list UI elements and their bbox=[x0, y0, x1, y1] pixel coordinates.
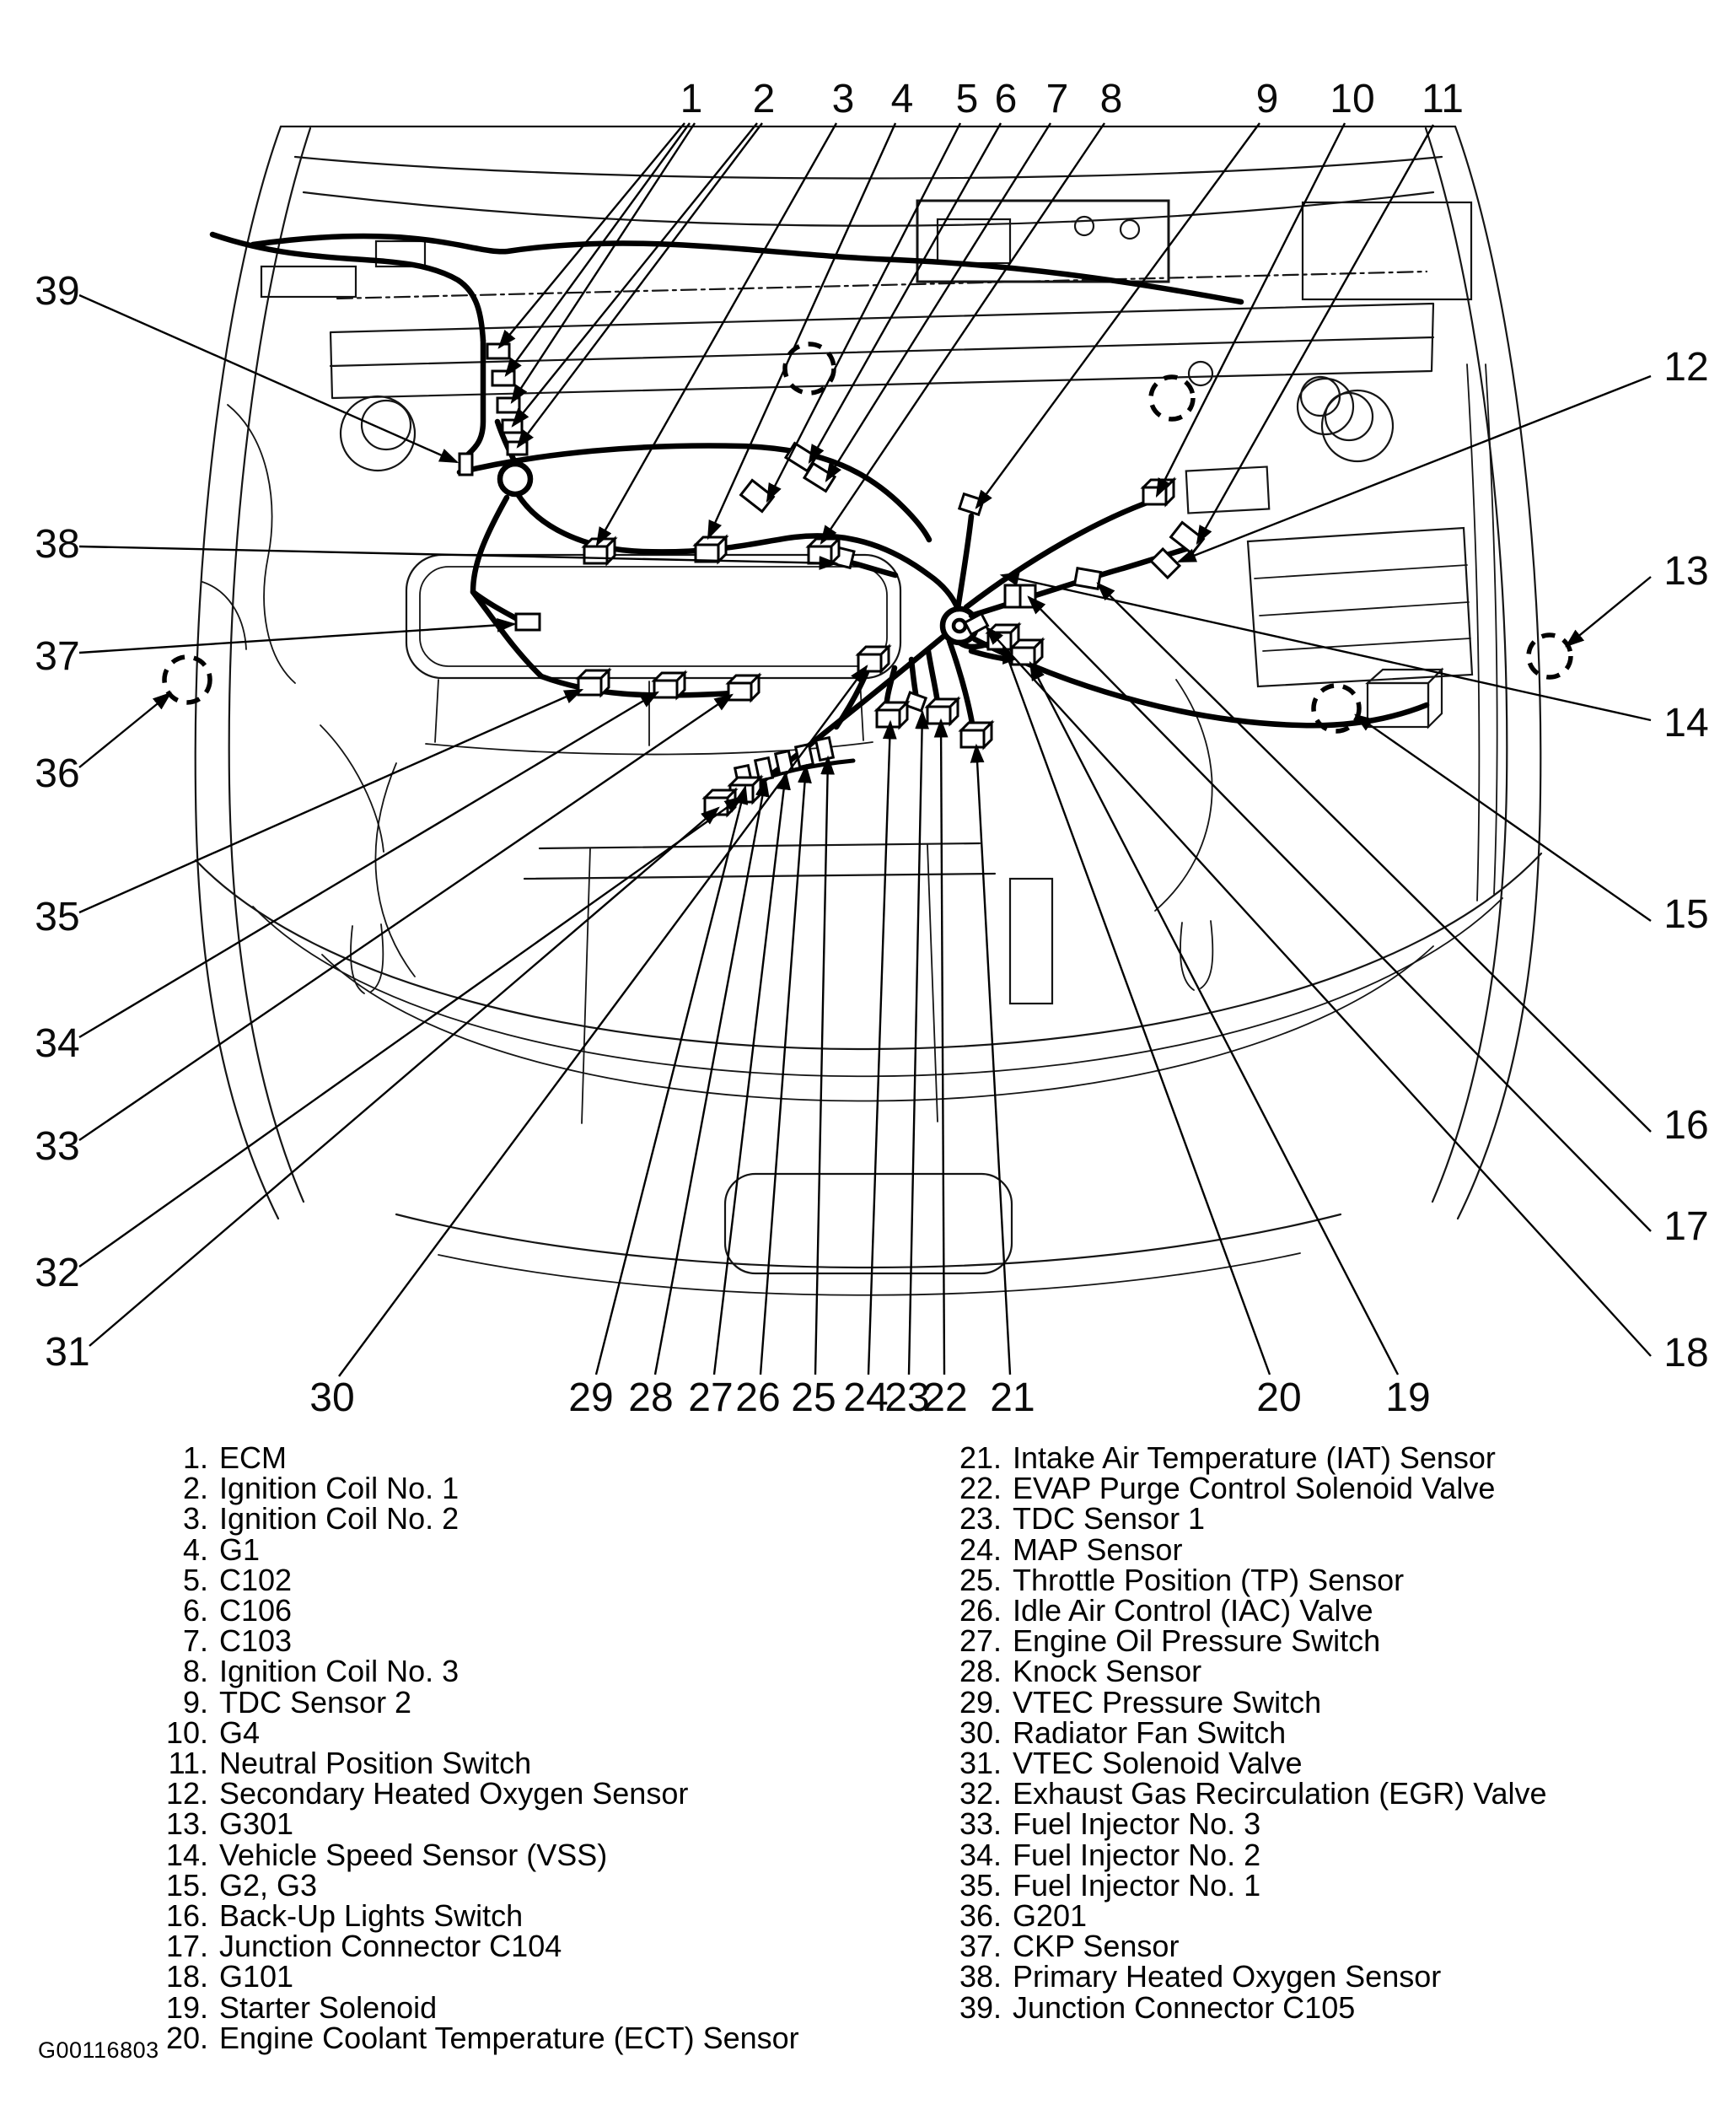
legend-item-name: Engine Coolant Temperature (ECT) Sensor bbox=[219, 2020, 799, 2055]
connector-cube bbox=[927, 707, 950, 724]
legend-item-name: Starter Solenoid bbox=[219, 1989, 438, 2025]
legend-item-name: Ignition Coil No. 2 bbox=[219, 1501, 460, 1537]
legend-item-name: G1 bbox=[219, 1531, 261, 1567]
legend-item-28 bbox=[917, 1655, 1201, 1687]
legend-item-name: G301 bbox=[219, 1806, 294, 1842]
callout-number-35: 35 bbox=[35, 895, 80, 939]
legend-item-number: 3. bbox=[182, 1501, 208, 1537]
legend-item-3 bbox=[126, 1501, 460, 1537]
leader-arrow-6 bbox=[809, 123, 1001, 462]
callout-number-17: 17 bbox=[1663, 1204, 1709, 1249]
legend-item-name: EVAP Purge Control Solenoid Valve bbox=[1013, 1471, 1496, 1506]
callout-number-31: 31 bbox=[45, 1330, 90, 1375]
callout-leader-arrows bbox=[79, 123, 1651, 1376]
connector bbox=[816, 738, 834, 761]
leader-arrow-1 bbox=[512, 123, 695, 402]
legend-item-number: 14. bbox=[165, 1837, 208, 1872]
connector-cube bbox=[654, 681, 677, 697]
legend-item-10 bbox=[126, 1714, 261, 1750]
callout-number-18: 18 bbox=[1663, 1331, 1709, 1375]
connector-cube bbox=[584, 546, 607, 563]
callout-number-20: 20 bbox=[1256, 1375, 1302, 1420]
connector bbox=[1074, 568, 1100, 589]
callout-number-9: 9 bbox=[1255, 77, 1279, 121]
leader-arrow-18 bbox=[986, 627, 1651, 1356]
callout-number-38: 38 bbox=[35, 522, 80, 567]
legend-item-25 bbox=[917, 1564, 1404, 1596]
leader-arrow-33 bbox=[79, 695, 732, 1140]
legend-item-8 bbox=[126, 1655, 459, 1687]
legend-item-name: VTEC Pressure Switch bbox=[1013, 1684, 1322, 1720]
leader-arrow-2 bbox=[513, 123, 757, 426]
legend-item-19 bbox=[126, 1989, 438, 2025]
legend-item-5 bbox=[126, 1564, 292, 1596]
callout-number-6: 6 bbox=[994, 77, 1018, 121]
legend-item-number: 10. bbox=[165, 1714, 208, 1750]
legend-item-name: C102 bbox=[219, 1562, 293, 1597]
callout-number-30: 30 bbox=[309, 1375, 355, 1420]
leader-arrow-23 bbox=[909, 712, 922, 1375]
legend-item-16 bbox=[126, 1900, 523, 1931]
legend-item-34 bbox=[917, 1839, 1260, 1870]
legend-item-38 bbox=[917, 1961, 1441, 1992]
connector-cube bbox=[961, 730, 984, 747]
leader-arrow-14 bbox=[1002, 575, 1651, 720]
leader-arrow-12 bbox=[1179, 376, 1651, 562]
legend-item-11 bbox=[126, 1747, 531, 1779]
legend-item-number: 31. bbox=[959, 1746, 1002, 1780]
connector-cube bbox=[705, 798, 728, 815]
legend-item-37 bbox=[917, 1930, 1179, 1962]
legend-item-name: G2, G3 bbox=[219, 1867, 318, 1903]
leader-arrow-35 bbox=[79, 690, 582, 912]
legend-item-name: Exhaust Gas Recirculation (EGR) Valve bbox=[1013, 1776, 1547, 1811]
leader-arrow-7 bbox=[826, 123, 1051, 481]
legend-item-number: 23. bbox=[959, 1501, 1002, 1537]
connector bbox=[508, 442, 527, 455]
connector bbox=[503, 420, 522, 433]
legend-item-number: 11. bbox=[168, 1746, 208, 1780]
legend-item-2 bbox=[126, 1472, 459, 1504]
legend-item-7 bbox=[126, 1623, 293, 1659]
legend-item-name: ECM bbox=[219, 1440, 287, 1475]
legend-item-name: TDC Sensor 2 bbox=[219, 1684, 412, 1720]
legend-item-31 bbox=[917, 1747, 1303, 1779]
legend-item-name: Knock Sensor bbox=[1013, 1654, 1202, 1689]
callout-number-37: 37 bbox=[35, 634, 80, 679]
legend-item-18 bbox=[126, 1961, 293, 1992]
legend-item-number: 19. bbox=[165, 1989, 208, 2025]
callout-number-39: 39 bbox=[35, 269, 80, 314]
connector bbox=[1171, 522, 1204, 553]
callout-number-19: 19 bbox=[1385, 1375, 1431, 1420]
callout-number-29: 29 bbox=[568, 1375, 614, 1420]
legend-item-number: 24. bbox=[959, 1531, 1002, 1567]
legend-item-number: 2. bbox=[182, 1471, 208, 1506]
callout-number-3: 3 bbox=[831, 77, 855, 121]
connector bbox=[492, 371, 514, 385]
leader-arrow-39 bbox=[79, 295, 457, 462]
leader-arrow-21 bbox=[976, 745, 1010, 1375]
callout-number-34: 34 bbox=[35, 1021, 80, 1066]
connector-cube bbox=[809, 546, 831, 563]
figure-code: G00116803 bbox=[38, 2037, 159, 2063]
leader-arrow-26 bbox=[761, 766, 806, 1375]
legend-item-name: Fuel Injector No. 1 bbox=[1013, 1867, 1261, 1903]
legend-item-number: 22. bbox=[959, 1471, 1002, 1506]
legend-item-number: 8. bbox=[182, 1654, 208, 1689]
wiring-harness bbox=[212, 234, 1427, 794]
callout-number-26: 26 bbox=[735, 1375, 781, 1420]
legend-item-number: 18. bbox=[165, 1959, 208, 1994]
legend-item-number: 27. bbox=[959, 1623, 1002, 1659]
connector bbox=[497, 398, 519, 412]
callout-number-16: 16 bbox=[1663, 1103, 1709, 1148]
legend-item-name: C103 bbox=[219, 1623, 293, 1659]
callout-number-8: 8 bbox=[1099, 77, 1123, 121]
legend-item-number: 15. bbox=[165, 1867, 208, 1903]
callout-number-5: 5 bbox=[955, 77, 979, 121]
legend-item-number: 38. bbox=[959, 1959, 1002, 1994]
callout-number-14: 14 bbox=[1663, 701, 1709, 745]
legend-item-name: MAP Sensor bbox=[1013, 1531, 1183, 1567]
legend-item-14 bbox=[126, 1839, 607, 1870]
connector-cube bbox=[877, 710, 900, 727]
legend-item-number: 17. bbox=[165, 1929, 208, 1964]
connector bbox=[460, 454, 472, 475]
legend-item-33 bbox=[917, 1806, 1261, 1842]
callout-number-11: 11 bbox=[1422, 77, 1464, 121]
legend-item-name: Back-Up Lights Switch bbox=[219, 1898, 524, 1933]
leader-arrow-2 bbox=[518, 123, 762, 447]
legend-item-name: Junction Connector C105 bbox=[1013, 1989, 1356, 2025]
callout-number-10: 10 bbox=[1330, 77, 1375, 121]
leader-arrow-15 bbox=[1356, 715, 1651, 921]
callout-number-13: 13 bbox=[1663, 549, 1709, 594]
callout-number-15: 15 bbox=[1663, 892, 1709, 937]
legend-item-name: Secondary Heated Oxygen Sensor bbox=[219, 1776, 689, 1811]
legend-item-number: 34. bbox=[959, 1837, 1002, 1872]
legend-item-number: 28. bbox=[959, 1654, 1002, 1689]
legend-item-name: Neutral Position Switch bbox=[219, 1746, 532, 1780]
callout-number-28: 28 bbox=[628, 1375, 674, 1420]
legend-item-number: 37. bbox=[959, 1929, 1002, 1964]
callout-number-2: 2 bbox=[752, 77, 776, 121]
legend-item-26 bbox=[917, 1595, 1373, 1626]
callout-number-1: 1 bbox=[680, 77, 703, 121]
legend-item-name: Primary Heated Oxygen Sensor bbox=[1013, 1959, 1442, 1994]
legend-item-29 bbox=[917, 1684, 1322, 1720]
legend-item-number: 33. bbox=[959, 1806, 1002, 1842]
callout-number-36: 36 bbox=[35, 751, 80, 796]
legend-item-number: 5. bbox=[182, 1562, 208, 1597]
legend-item-36 bbox=[917, 1900, 1087, 1931]
legend-item-number: 20. bbox=[165, 2020, 208, 2055]
callout-number-7: 7 bbox=[1045, 77, 1069, 121]
callout-number-12: 12 bbox=[1663, 345, 1709, 390]
connector-cube bbox=[578, 678, 601, 695]
leader-arrow-9 bbox=[976, 123, 1260, 508]
legend-item-number: 1. bbox=[182, 1440, 208, 1475]
callout-number-32: 32 bbox=[35, 1251, 80, 1295]
legend-item-name: G201 bbox=[1013, 1898, 1088, 1933]
legend-item-number: 21. bbox=[959, 1440, 1002, 1475]
legend-item-number: 25. bbox=[959, 1562, 1002, 1597]
legend-item-20 bbox=[126, 2022, 799, 2053]
connector bbox=[516, 614, 540, 630]
callout-number-33: 33 bbox=[35, 1124, 80, 1169]
leader-arrow-25 bbox=[815, 757, 828, 1375]
callout-number-21: 21 bbox=[990, 1375, 1035, 1420]
legend-item-23 bbox=[917, 1501, 1206, 1537]
legend-item-22 bbox=[917, 1472, 1495, 1504]
callout-number-23: 23 bbox=[884, 1375, 930, 1420]
legend-item-13 bbox=[126, 1806, 294, 1842]
callout-number-4: 4 bbox=[890, 77, 914, 121]
callout-number-25: 25 bbox=[791, 1375, 836, 1420]
leader-arrow-1 bbox=[499, 123, 685, 347]
legend-item-name: Engine Oil Pressure Switch bbox=[1013, 1623, 1381, 1659]
legend-item-35 bbox=[917, 1867, 1261, 1903]
legend-item-39 bbox=[917, 1989, 1356, 2025]
legend-item-number: 35. bbox=[959, 1867, 1002, 1903]
legend-item-number: 6. bbox=[182, 1593, 208, 1628]
legend-item-name: Idle Air Control (IAC) Valve bbox=[1013, 1593, 1373, 1628]
leader-arrow-37 bbox=[79, 624, 514, 653]
legend-item-name: CKP Sensor bbox=[1013, 1929, 1180, 1964]
legend-item-name: C106 bbox=[219, 1593, 293, 1628]
connector-cube bbox=[728, 683, 751, 700]
connector bbox=[487, 344, 509, 358]
legend-item-27 bbox=[917, 1623, 1381, 1659]
legend-item-number: 12. bbox=[165, 1776, 208, 1811]
legend-item-24 bbox=[917, 1531, 1183, 1567]
legend-item-name: TDC Sensor 1 bbox=[1013, 1501, 1206, 1537]
legend-item-number: 4. bbox=[182, 1531, 208, 1567]
leader-arrow-11 bbox=[1197, 125, 1433, 543]
legend-item-number: 9. bbox=[182, 1684, 208, 1720]
legend-item-name: Fuel Injector No. 2 bbox=[1013, 1837, 1261, 1872]
legend-item-name: Junction Connector C104 bbox=[219, 1929, 562, 1964]
legend-item-name: G101 bbox=[219, 1959, 294, 1994]
legend-item-name: VTEC Solenoid Valve bbox=[1013, 1746, 1303, 1780]
legend-item-name: Radiator Fan Switch bbox=[1013, 1714, 1287, 1750]
legend-item-21 bbox=[917, 1442, 1496, 1473]
legend-item-15 bbox=[126, 1867, 318, 1903]
legend-item-17 bbox=[126, 1930, 562, 1962]
legend-item-number: 36. bbox=[959, 1898, 1002, 1933]
legend-item-32 bbox=[917, 1778, 1547, 1809]
legend-item-name: Ignition Coil No. 3 bbox=[219, 1654, 460, 1689]
connector-cube bbox=[1143, 487, 1166, 504]
legend-item-1 bbox=[126, 1442, 287, 1473]
connector bbox=[741, 480, 774, 511]
legend-item-name: Vehicle Speed Sensor (VSS) bbox=[219, 1837, 608, 1872]
legend-item-name: Fuel Injector No. 3 bbox=[1013, 1806, 1261, 1842]
callout-number-27: 27 bbox=[688, 1375, 734, 1420]
legend-item-name: G4 bbox=[219, 1714, 261, 1750]
legend-item-number: 39. bbox=[959, 1989, 1002, 2025]
legend-item-number: 16. bbox=[165, 1898, 208, 1933]
legend-item-number: 29. bbox=[959, 1684, 1002, 1720]
callout-number-24: 24 bbox=[843, 1375, 889, 1420]
legend-item-name: Intake Air Temperature (IAT) Sensor bbox=[1013, 1440, 1496, 1475]
leader-arrow-20 bbox=[1003, 646, 1270, 1375]
legend-item-6 bbox=[126, 1595, 292, 1626]
legend-item-number: 26. bbox=[959, 1593, 1002, 1628]
legend-item-number: 13. bbox=[165, 1806, 208, 1842]
connector bbox=[796, 745, 814, 767]
leader-arrow-17 bbox=[1029, 597, 1651, 1231]
connector-cube bbox=[858, 654, 881, 671]
legend-item-name: Throttle Position (TP) Sensor bbox=[1013, 1562, 1405, 1597]
legend-item-number: 30. bbox=[959, 1714, 1002, 1750]
legend-item-number: 32. bbox=[959, 1776, 1002, 1811]
legend-item-name: Ignition Coil No. 1 bbox=[219, 1471, 460, 1506]
legend-item-number: 7. bbox=[182, 1623, 208, 1659]
legend-item-9 bbox=[126, 1684, 412, 1720]
connector bbox=[965, 614, 988, 634]
leader-arrow-8 bbox=[821, 123, 1104, 543]
callout-number-22: 22 bbox=[922, 1375, 968, 1420]
legend-item-30 bbox=[917, 1714, 1287, 1750]
connector-cube bbox=[696, 545, 718, 562]
legend-item-12 bbox=[126, 1778, 688, 1809]
connector-cube bbox=[1012, 648, 1035, 665]
legend-item-4 bbox=[126, 1531, 261, 1567]
